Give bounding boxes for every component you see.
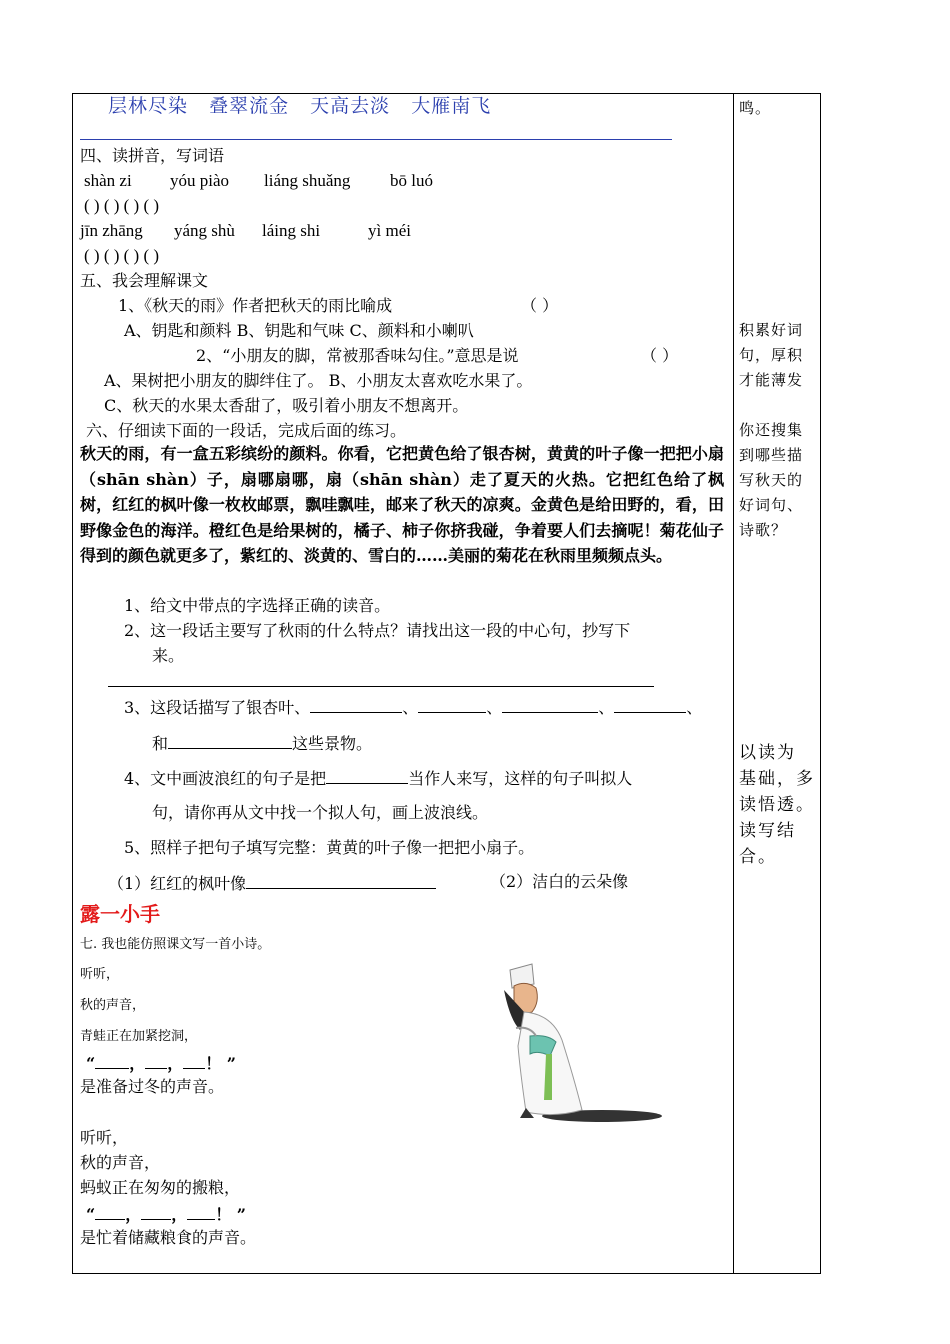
section6-q2-line2: 来。	[152, 646, 185, 665]
poem1-line: 秋的声音，	[80, 998, 146, 1013]
section7-title: 七. 我也能仿照课文写一首小诗。	[80, 937, 271, 952]
section7-header: 露一小手	[80, 902, 160, 926]
section6-q2-line1: 2、这一段话主要写了秋雨的什么特点？请找出这一段的中心句，抄写下	[124, 621, 631, 640]
section5-q2: 2、“小朋友的脚，常被那香味勾住。”意思是说	[196, 346, 519, 365]
poem1-blank-line: “ ， ， ！ ”	[86, 1054, 237, 1073]
idiom-underline	[80, 139, 672, 140]
poem2-line: 秋的声音，	[80, 1153, 161, 1172]
section6-q4-line2: 句，请你再从文中找一个拟人句，画上波浪线。	[152, 803, 489, 822]
answer-brackets-2: ( ) ( ) ( ) ( )	[84, 246, 160, 265]
answer-line-q2	[108, 686, 654, 687]
idiom: 天高去淡	[310, 95, 391, 117]
poem1-last-line: 是准备过冬的声音。	[80, 1077, 225, 1096]
section6-title: 六、仔细读下面的一段话，完成后面的练习。	[86, 421, 407, 440]
poem2-last-line: 是忙着储藏粮食的声音。	[80, 1228, 257, 1247]
side-note-accumulate: 积累好词 句，厚积 才能薄发	[739, 321, 804, 389]
blank	[187, 1203, 215, 1220]
side-note-collect: 你还搜集 到哪些描 写秋天的 好词句、 诗歌？	[739, 421, 804, 539]
blank	[326, 767, 408, 784]
poem2-line: 蚂蚁正在匆匆的搬粮，	[80, 1178, 241, 1197]
pinyin-row-2: jīn zhāng yáng shù láing shi yì méi	[80, 221, 411, 240]
section5-q1: 1、《秋天的雨》作者把秋天的雨比喻成	[118, 296, 393, 315]
blank	[502, 696, 598, 713]
section6-q3: 3、这段话描写了银杏叶、 、 、 、 、	[124, 698, 703, 717]
poem2-blank-line: “ ， ， ！ ”	[86, 1205, 247, 1224]
blank	[145, 1052, 167, 1069]
blank	[246, 872, 436, 889]
ancient-poet-figure	[490, 950, 665, 1128]
blank	[183, 1052, 205, 1069]
blank	[418, 696, 486, 713]
idiom-row	[108, 96, 505, 116]
answer-brackets-1: ( ) ( ) ( ) ( )	[84, 196, 160, 215]
section6-q5: 5、照样子把句子填写完整：黄黄的叶子像一把把小扇子。	[124, 838, 535, 857]
blank	[95, 1052, 129, 1069]
poem1-line: 听听，	[80, 967, 120, 982]
section6-q4: 4、文中画波浪红的句子是把 当作人来写，这样的句子叫拟人	[124, 769, 633, 788]
blank	[310, 696, 402, 713]
side-note-top: 鸣。	[739, 99, 772, 117]
section6-q5-2: （2）洁白的云朵像	[490, 872, 629, 891]
section5-q1-bracket: （ ）	[521, 296, 559, 315]
section4-title: 四、读拼音，写词语	[80, 146, 225, 165]
section5-q2-bracket: （ ）	[641, 346, 679, 365]
section5-q1-options: A、钥匙和颜料 B、钥匙和气味 C、颜料和小喇叭	[124, 321, 474, 340]
poem1-line: 青蛙正在加紧挖洞，	[80, 1029, 198, 1044]
pinyin-row-1: shàn zi yóu piào liáng shuǎng bō luó	[84, 171, 433, 190]
reading-passage: 秋天的雨，有一盒五彩缤纷的颜料。你看，它把黄色给了银杏树，黄黄的叶子像一把把小扇（shān shàn）子，扇哪扇哪，扇（shān shàn）走了夏天的火热。它把红色给了枫树，红红的枫叶像一枚枚邮票，飘哇飘哇，邮来了秋天的凉爽。金黄色是给田野的，看，田野像金色的海洋。橙红色是给果树的，橘子、柿子你挤我碰，争着要人们去摘呢！菊花仙子得到的颜色就更多了，紫红的、淡黄的、雪白的……美丽的菊花在秋雨里频频点头。	[80, 444, 724, 565]
section6-q5-1: （1）红红的枫叶像	[108, 872, 436, 894]
blank	[614, 696, 686, 713]
section5-q2-option-c: C、秋天的水果太香甜了，吸引着小朋友不想离开。	[104, 396, 469, 415]
blank	[168, 732, 292, 749]
blank	[141, 1203, 171, 1220]
section6-q3-line2: 和 这些景物。	[152, 734, 373, 753]
idiom: 层林尽染	[108, 95, 189, 117]
side-note-reading: 以读为 基础，多 读悟透。 读写结 合。	[739, 743, 815, 867]
section5-title: 五、我会理解课文	[80, 271, 209, 290]
idiom: 大雁南飞	[411, 95, 492, 117]
section5-q2-options-ab: A、果树把小朋友的脚绊住了。 B、小朋友太喜欢吃水果了。	[104, 371, 533, 390]
blank	[95, 1203, 125, 1220]
idiom: 叠翠流金	[209, 95, 290, 117]
poem2-line: 听听，	[80, 1128, 129, 1147]
column-divider	[733, 93, 734, 1274]
section6-q1: 1、给文中带点的字选择正确的读音。	[124, 596, 391, 615]
